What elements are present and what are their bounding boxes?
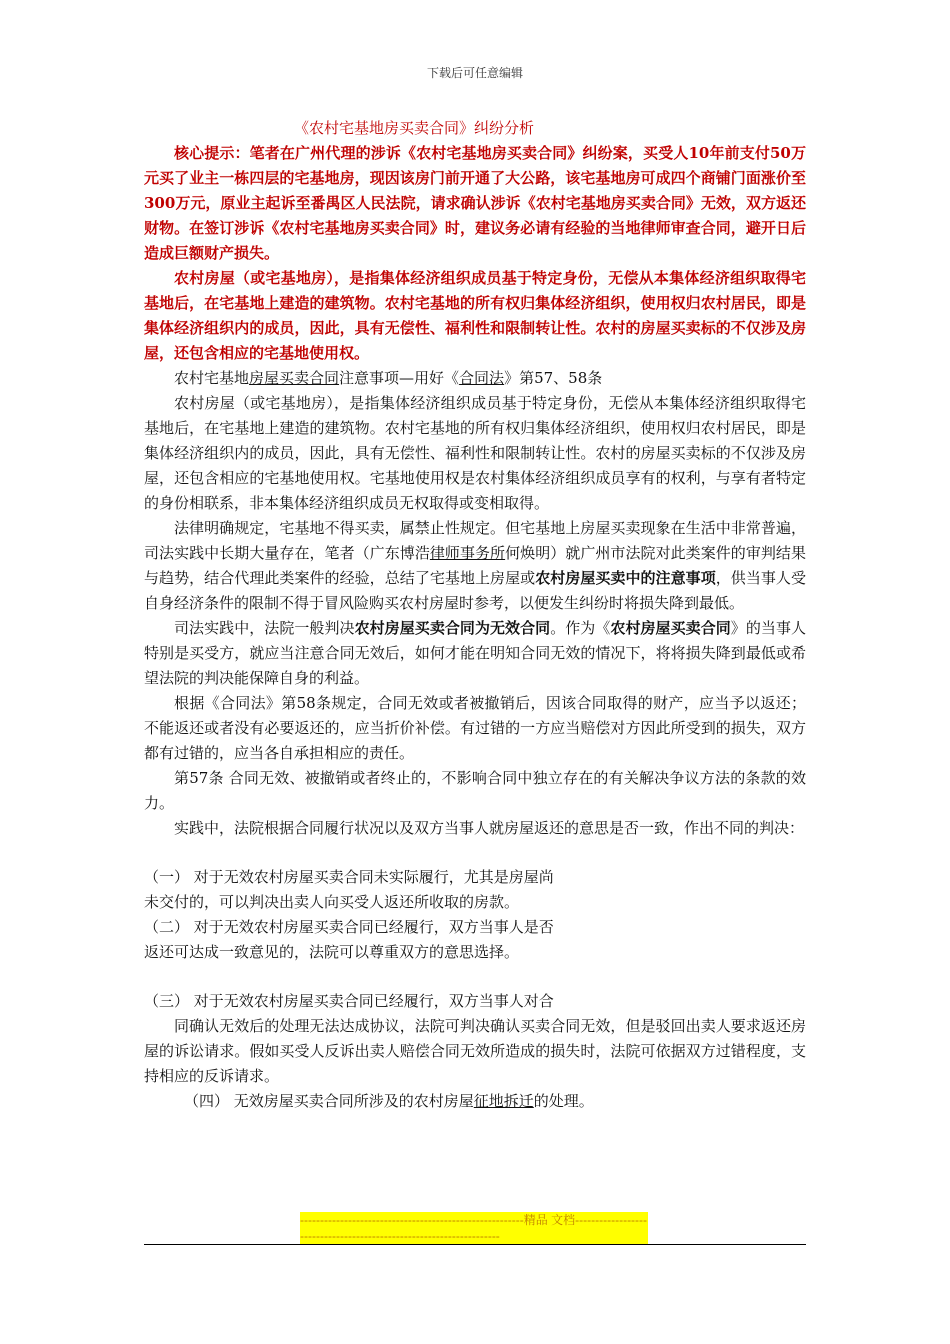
article-57-paragraph: 第57条 合同无效、被撤销或者终止的，不影响合同中独立存在的有关解决争议方法的条款的效力。 bbox=[144, 769, 806, 812]
link-land-expropriation[interactable]: 征地拆迁 bbox=[473, 1092, 534, 1110]
practice-paragraph: 司法实践中，法院一般判决农村房屋买卖合同为无效合同。作为《农村房屋买卖合同》的当事人特别是买受方，就应当注意合同无效后，如何才能在明知合同无效的情况下，将将损失降到最低或希望法院的判决能保障自身的利益。 bbox=[144, 619, 806, 687]
law-paragraph: 法律明确规定，宅基地不得买卖，属禁止性规定。但宅基地上房屋买卖现象在生活中非常普遍，司法实践中长期大量存在，笔者（广东博浩律师事务所何焕明）就广州市法院对此类案件的审判结果与趋势，结合代理此类案件的经验，总结了宅基地上房屋或农村房屋买卖中的注意事项，供当事人受自身经济条件的限制不得于冒风险购买农村房屋时参考，以便发生纠纷时将损失降到最低。 bbox=[144, 519, 806, 612]
judgment-intro-paragraph: 实践中，法院根据合同履行状况以及双方当事人就房屋返还的意思是否一致，作出不同的判决： bbox=[174, 819, 805, 837]
document-title bbox=[144, 116, 806, 141]
core-tip-paragraph: 核心提示：笔者在广州代理的涉诉《农村宅基地房买卖合同》纠纷案，买受人10年前支付50万元买了业主一栋四层的宅基地房，现因该房门前开通了大公路，该宅基地房可成四个商铺门面涨价至300万元，原业主起诉至番禺区人民法院，请求确认涉诉《农村宅基地房买卖合同》无效，双方返还财物。在签订涉诉《农村宅基地房买卖合同》时，建议务必请有经验的当地律师审查合同，避开日后造成巨额财产损失。 bbox=[144, 144, 806, 262]
title-text: 《农村宅基地房买卖合同》纠纷分析 bbox=[294, 119, 535, 137]
item-4-paragraph: （四） 无效房屋买卖合同所涉及的农村房屋征地拆迁的处理。 bbox=[184, 1092, 594, 1110]
footer-rule bbox=[144, 1244, 806, 1245]
list-item: 未交付的，可以判决出卖人向买受人返还所收取的房款。 bbox=[144, 893, 520, 911]
link-house-contract[interactable]: 房屋买卖合同 bbox=[249, 369, 340, 387]
page-header: 下载后可任意编辑 bbox=[426, 66, 523, 80]
link-law-firm[interactable]: 律师事务所 bbox=[429, 544, 506, 562]
page-footer: --------------------------------------------------------精品 文档-------------------------------------------------------------------- bbox=[300, 1213, 648, 1243]
list-item: （三） 对于无效农村房屋买卖合同已经履行，双方当事人对合 bbox=[144, 992, 554, 1010]
article-58-paragraph: 根据《合同法》第58条规定，合同无效或者被撤销后，因该合同取得的财产，应当予以返还；不能返还或者没有必要返还的，应当折价补偿。有过错的一方应当赔偿对方因此所受到的损失，双方都有过错的，应当各自承担相应的责任。 bbox=[144, 694, 806, 762]
list-item: （二） 对于无效农村房屋买卖合同已经履行，双方当事人是否 bbox=[144, 918, 554, 936]
list-item: （一） 对于无效农村房屋买卖合同未实际履行，尤其是房屋尚 bbox=[144, 868, 554, 886]
list-item: 返还可达成一致意见的，法院可以尊重双方的意思选择。 bbox=[144, 943, 520, 961]
judgment-list bbox=[144, 865, 806, 1014]
link-contract-law[interactable]: 合同法 bbox=[459, 369, 505, 387]
notice-heading: 农村宅基地房屋买卖合同注意事项—用好《合同法》第57、58条 bbox=[174, 369, 603, 387]
definition-paragraph: 农村房屋（或宅基地房），是指集体经济组织成员基于特定身份，无偿从本集体经济组织取得宅基地后，在宅基地上建造的建筑物。农村宅基地的所有权归集体经济组织，使用权归农村居民，即是集体经济组织内的成员，因此，具有无偿性、福利性和限制转让性。农村的房屋买卖标的不仅涉及房屋，还包含相应的宅基地使用权。宅基地使用权是农村集体经济组织成员享有的权利，与享有者特定的身份相联系，非本集体经济组织成员无权取得或变相取得。 bbox=[144, 394, 806, 512]
item-3-continuation: 同确认无效后的处理无法达成协议，法院可判决确认买卖合同无效，但是驳回出卖人要求返还房屋的诉讼请求。假如买受人反诉出卖人赔偿合同无效所造成的损失时，法院可依据双方过错程度，支持相应的反诉请求。 bbox=[144, 1017, 806, 1085]
document-body bbox=[144, 116, 806, 1114]
definition-paragraph-highlight: 农村房屋（或宅基地房），是指集体经济组织成员基于特定身份，无偿从本集体经济组织取得宅基地后，在宅基地上建造的建筑物。农村宅基地的所有权归集体经济组织，使用权归农村居民，即是集体经济组织内的成员，因此，具有无偿性、福利性和限制转让性。农村的房屋买卖标的不仅涉及房屋，还包含相应的宅基地使用权。 bbox=[144, 269, 806, 362]
